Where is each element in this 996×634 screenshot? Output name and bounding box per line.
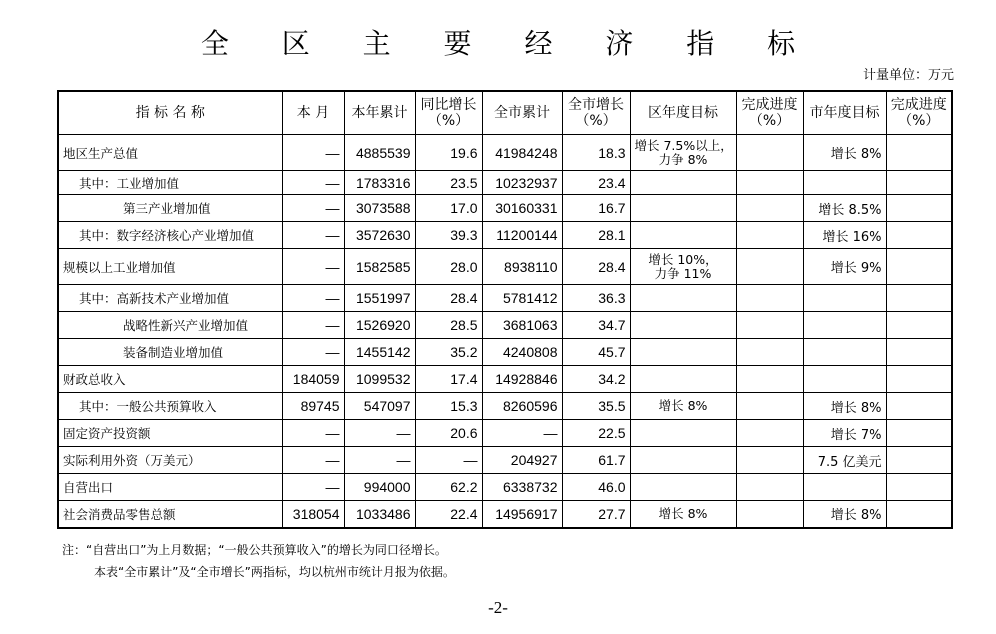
table-row xyxy=(58,474,952,501)
footnote-2: 本表“全市累计”及“全市增长”两指标，均以杭州市统计月报为依据。 xyxy=(94,565,455,579)
cell-district-progress xyxy=(736,171,803,195)
cell-ytd: 1582585 xyxy=(344,249,415,285)
table-row xyxy=(58,447,952,474)
cell-district-target xyxy=(630,366,736,393)
cell-month: — xyxy=(282,447,344,474)
cell-name: 地区生产总值 xyxy=(58,135,282,171)
header-yoy: 同比增长 （%） xyxy=(415,91,482,135)
cell-city-ytd: 41984248 xyxy=(482,135,562,171)
cell-city-target: 增长 7% xyxy=(803,420,886,447)
cell-city-progress xyxy=(886,339,952,366)
cell-city-progress xyxy=(886,312,952,339)
cell-district-progress xyxy=(736,249,803,285)
cell-yoy: 28.4 xyxy=(415,285,482,312)
cell-name: 自营出口 xyxy=(58,474,282,501)
cell-city-ytd: 8260596 xyxy=(482,393,562,420)
cell-district-progress xyxy=(736,474,803,501)
cell-city-growth: 18.3 xyxy=(562,135,630,171)
cell-city-target: 增长 9% xyxy=(803,249,886,285)
table-row xyxy=(58,222,952,249)
cell-city-target: 增长 8.5% xyxy=(803,195,886,222)
cell-district-progress xyxy=(736,393,803,420)
cell-city-growth: 45.7 xyxy=(562,339,630,366)
cell-city-progress xyxy=(886,501,952,528)
table-row xyxy=(58,249,952,285)
cell-district-target xyxy=(630,420,736,447)
cell-city-target xyxy=(803,312,886,339)
cell-city-growth: 27.7 xyxy=(562,501,630,528)
cell-city-growth: 23.4 xyxy=(562,171,630,195)
cell-name: 社会消费品零售总额 xyxy=(58,501,282,528)
cell-name: 第三产业增加值 xyxy=(58,195,282,222)
cell-city-target: 7.5 亿美元 xyxy=(803,447,886,474)
cell-city-ytd: 30160331 xyxy=(482,195,562,222)
footnote-1: 注：“自营出口”为上月数据；“一般公共预算收入”的增长为同口径增长。 xyxy=(62,543,447,557)
table-row xyxy=(58,195,952,222)
cell-district-target xyxy=(630,339,736,366)
cell-month: — xyxy=(282,285,344,312)
table-row xyxy=(58,501,952,528)
cell-month: — xyxy=(282,222,344,249)
cell-city-progress xyxy=(886,474,952,501)
table-row xyxy=(58,135,952,171)
cell-city-target xyxy=(803,171,886,195)
cell-district-progress xyxy=(736,339,803,366)
cell-city-ytd: 8938110 xyxy=(482,249,562,285)
cell-yoy: 15.3 xyxy=(415,393,482,420)
cell-district-target xyxy=(630,312,736,339)
header-ytd: 本年累计 xyxy=(344,91,415,135)
cell-city-growth: 28.1 xyxy=(562,222,630,249)
cell-month: — xyxy=(282,312,344,339)
cell-city-progress xyxy=(886,195,952,222)
cell-city-target xyxy=(803,339,886,366)
cell-city-target xyxy=(803,366,886,393)
cell-city-ytd: 3681063 xyxy=(482,312,562,339)
cell-name: 其中：一般公共预算收入 xyxy=(58,393,282,420)
cell-district-progress xyxy=(736,135,803,171)
cell-district-progress xyxy=(736,447,803,474)
cell-name: 其中：高新技术产业增加值 xyxy=(58,285,282,312)
cell-ytd: 547097 xyxy=(344,393,415,420)
cell-ytd: 1783316 xyxy=(344,171,415,195)
cell-district-progress xyxy=(736,501,803,528)
header-city-growth: 全市增长 （%） xyxy=(562,91,630,135)
header-district-target: 区年度目标 xyxy=(630,91,736,135)
cell-yoy: 20.6 xyxy=(415,420,482,447)
cell-district-target xyxy=(630,171,736,195)
cell-city-ytd: 204927 xyxy=(482,447,562,474)
table-row xyxy=(58,339,952,366)
cell-district-target: 增长 8% xyxy=(630,501,736,528)
cell-city-ytd: 4240808 xyxy=(482,339,562,366)
cell-city-target: 增长 16% xyxy=(803,222,886,249)
cell-district-progress xyxy=(736,312,803,339)
cell-city-growth: 22.5 xyxy=(562,420,630,447)
cell-city-growth: 35.5 xyxy=(562,393,630,420)
cell-city-ytd: 5781412 xyxy=(482,285,562,312)
cell-district-target xyxy=(630,285,736,312)
cell-district-progress xyxy=(736,366,803,393)
cell-name: 固定资产投资额 xyxy=(58,420,282,447)
cell-ytd: 3073588 xyxy=(344,195,415,222)
cell-city-progress xyxy=(886,447,952,474)
cell-city-ytd: 10232937 xyxy=(482,171,562,195)
cell-district-progress xyxy=(736,195,803,222)
cell-month: 89745 xyxy=(282,393,344,420)
table-row xyxy=(58,285,952,312)
cell-district-target: 增长 10%， 力争 11% xyxy=(630,249,736,285)
cell-city-ytd: 14928846 xyxy=(482,366,562,393)
cell-city-progress xyxy=(886,135,952,171)
header-city-ytd: 全市累计 xyxy=(482,91,562,135)
indicators-table xyxy=(57,90,953,529)
header-district-progress: 完成进度 （%） xyxy=(736,91,803,135)
cell-name: 其中：工业增加值 xyxy=(58,171,282,195)
cell-district-progress xyxy=(736,420,803,447)
cell-month: — xyxy=(282,195,344,222)
unit-label: 计量单位：万元 xyxy=(862,68,954,83)
cell-district-progress xyxy=(736,285,803,312)
cell-city-growth: 36.3 xyxy=(562,285,630,312)
cell-name: 财政总收入 xyxy=(58,366,282,393)
cell-ytd: 1033486 xyxy=(344,501,415,528)
cell-month: 318054 xyxy=(282,501,344,528)
cell-month: — xyxy=(282,474,344,501)
cell-month: — xyxy=(282,420,344,447)
cell-ytd: 4885539 xyxy=(344,135,415,171)
cell-district-target xyxy=(630,195,736,222)
cell-ytd: 1526920 xyxy=(344,312,415,339)
cell-city-progress xyxy=(886,285,952,312)
cell-city-progress xyxy=(886,249,952,285)
cell-city-ytd: — xyxy=(482,420,562,447)
table-row xyxy=(58,393,952,420)
cell-ytd: 994000 xyxy=(344,474,415,501)
cell-yoy: 22.4 xyxy=(415,501,482,528)
page-title: 全 区 主 要 经 济 指 标 xyxy=(200,27,818,60)
cell-ytd: — xyxy=(344,447,415,474)
table-row xyxy=(58,366,952,393)
cell-ytd: — xyxy=(344,420,415,447)
header-month: 本 月 xyxy=(282,91,344,135)
cell-city-ytd: 6338732 xyxy=(482,474,562,501)
cell-month: — xyxy=(282,339,344,366)
cell-city-progress xyxy=(886,171,952,195)
header-name: 指 标 名 称 xyxy=(58,91,282,135)
cell-city-progress xyxy=(886,366,952,393)
cell-ytd: 1455142 xyxy=(344,339,415,366)
cell-yoy: 35.2 xyxy=(415,339,482,366)
cell-city-target xyxy=(803,285,886,312)
cell-city-growth: 34.7 xyxy=(562,312,630,339)
cell-month: 184059 xyxy=(282,366,344,393)
cell-yoy: 17.4 xyxy=(415,366,482,393)
cell-district-target xyxy=(630,447,736,474)
page-number: -2- xyxy=(488,598,508,617)
cell-city-target xyxy=(803,474,886,501)
cell-name: 规模以上工业增加值 xyxy=(58,249,282,285)
cell-ytd: 3572630 xyxy=(344,222,415,249)
cell-district-target: 增长 7.5%以上， 力争 8% xyxy=(630,135,736,171)
cell-city-progress xyxy=(886,420,952,447)
cell-city-target: 增长 8% xyxy=(803,501,886,528)
cell-city-ytd: 14956917 xyxy=(482,501,562,528)
cell-month: — xyxy=(282,135,344,171)
cell-month: — xyxy=(282,249,344,285)
cell-yoy: 23.5 xyxy=(415,171,482,195)
cell-district-progress xyxy=(736,222,803,249)
cell-name: 战略性新兴产业增加值 xyxy=(58,312,282,339)
cell-yoy: 39.3 xyxy=(415,222,482,249)
table-row xyxy=(58,171,952,195)
cell-city-progress xyxy=(886,393,952,420)
cell-yoy: 28.0 xyxy=(415,249,482,285)
table-row xyxy=(58,312,952,339)
cell-name: 装备制造业增加值 xyxy=(58,339,282,366)
cell-yoy: — xyxy=(415,447,482,474)
cell-name: 实际利用外资（万美元） xyxy=(58,447,282,474)
cell-city-target: 增长 8% xyxy=(803,135,886,171)
cell-district-target xyxy=(630,222,736,249)
cell-yoy: 17.0 xyxy=(415,195,482,222)
cell-city-progress xyxy=(886,222,952,249)
cell-city-growth: 46.0 xyxy=(562,474,630,501)
header-city-progress: 完成进度 （%） xyxy=(886,91,952,135)
cell-city-growth: 61.7 xyxy=(562,447,630,474)
header-city-target: 市年度目标 xyxy=(803,91,886,135)
header-row xyxy=(58,91,952,135)
cell-city-target: 增长 8% xyxy=(803,393,886,420)
cell-district-target xyxy=(630,474,736,501)
cell-ytd: 1551997 xyxy=(344,285,415,312)
cell-yoy: 28.5 xyxy=(415,312,482,339)
cell-yoy: 19.6 xyxy=(415,135,482,171)
cell-city-growth: 16.7 xyxy=(562,195,630,222)
cell-city-growth: 28.4 xyxy=(562,249,630,285)
cell-month: — xyxy=(282,171,344,195)
cell-name: 其中：数字经济核心产业增加值 xyxy=(58,222,282,249)
cell-yoy: 62.2 xyxy=(415,474,482,501)
cell-city-growth: 34.2 xyxy=(562,366,630,393)
table-row xyxy=(58,420,952,447)
cell-ytd: 1099532 xyxy=(344,366,415,393)
cell-district-target: 增长 8% xyxy=(630,393,736,420)
cell-city-ytd: 11200144 xyxy=(482,222,562,249)
